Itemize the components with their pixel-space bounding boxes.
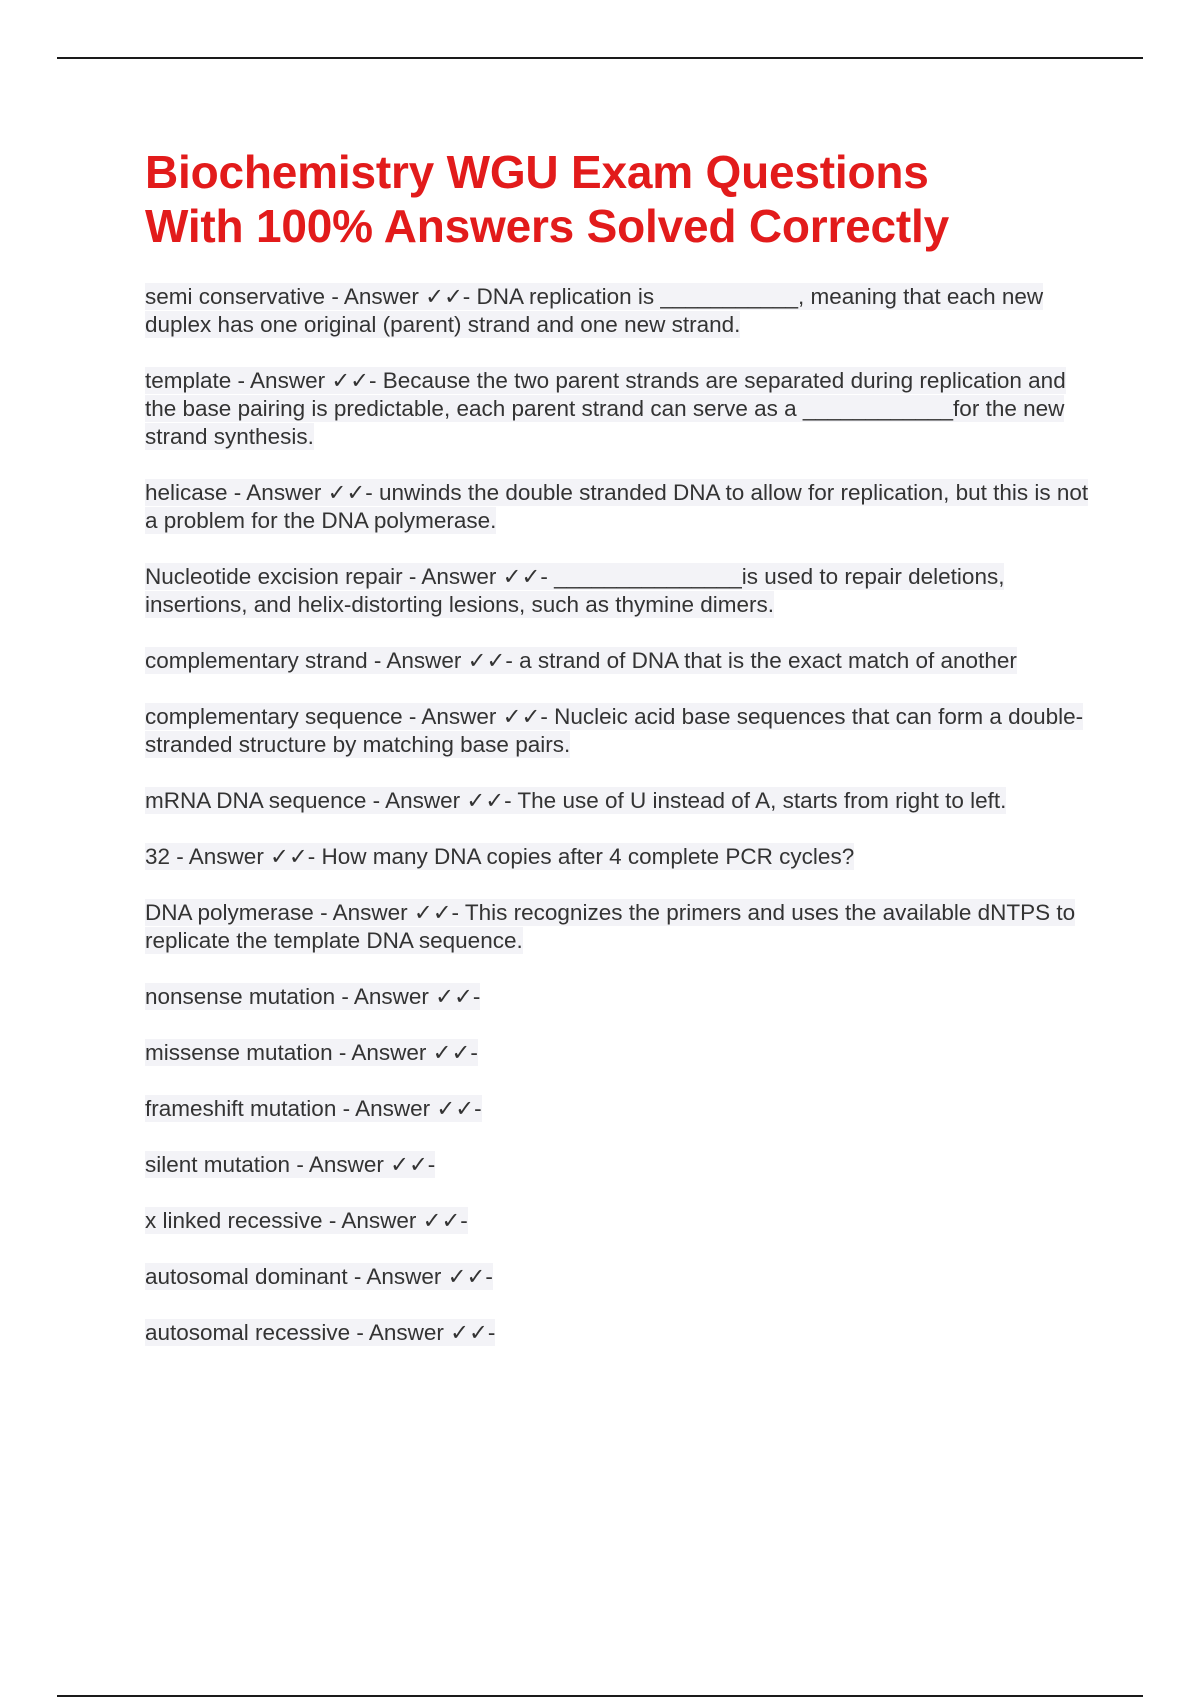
qa-text: frameshift mutation - Answer ✓✓-	[145, 1096, 482, 1121]
qa-text: template - Answer ✓✓- Because the two parent strands are separated during replication and the base pairing is predictable, each parent strand can serve as a ____________for the new strand synthesis.	[145, 368, 1066, 449]
qa-text: mRNA DNA sequence - Answer ✓✓- The use of U instead of A, starts from right to left.	[145, 788, 1007, 813]
qa-text: 32 - Answer ✓✓- How many DNA copies after 4 complete PCR cycles?	[145, 844, 855, 869]
qa-text: missense mutation - Answer ✓✓-	[145, 1040, 478, 1065]
qa-text: semi conservative - Answer ✓✓- DNA replication is ___________, meaning that each new duplex has one original (parent) strand and one new strand.	[145, 284, 1044, 337]
qa-text: autosomal recessive - Answer ✓✓-	[145, 1320, 496, 1345]
qa-list	[145, 283, 1095, 1347]
qa-text: x linked recessive - Answer ✓✓-	[145, 1208, 468, 1233]
qa-item	[145, 843, 1095, 871]
qa-item	[145, 479, 1095, 535]
qa-text: complementary sequence - Answer ✓✓- Nucleic acid base sequences that can form a double-stranded structure by matching base pairs.	[145, 704, 1084, 757]
qa-text: nonsense mutation - Answer ✓✓-	[145, 984, 481, 1009]
top-rule	[57, 57, 1143, 59]
bottom-rule	[57, 1695, 1143, 1697]
qa-item	[145, 367, 1095, 451]
qa-text: Nucleotide excision repair - Answer ✓✓- _______________is used to repair deletions, insertions, and helix-distorting lesions, such as thymine dimers.	[145, 564, 1005, 617]
qa-item	[145, 1095, 1095, 1123]
qa-text: helicase - Answer ✓✓- unwinds the double stranded DNA to allow for replication, but this is not a problem for the DNA polymerase.	[145, 480, 1089, 533]
qa-item	[145, 283, 1095, 339]
qa-text: autosomal dominant - Answer ✓✓-	[145, 1264, 493, 1289]
document-title	[145, 145, 1095, 253]
qa-item	[145, 1151, 1095, 1179]
qa-item	[145, 899, 1095, 955]
qa-item	[145, 703, 1095, 759]
qa-item	[145, 1039, 1095, 1067]
title-line-2: With 100% Answers Solved Correctly	[145, 200, 950, 252]
qa-item	[145, 1263, 1095, 1291]
qa-item	[145, 983, 1095, 1011]
qa-item	[145, 1319, 1095, 1347]
qa-text: silent mutation - Answer ✓✓-	[145, 1152, 436, 1177]
qa-text: complementary strand - Answer ✓✓- a strand of DNA that is the exact match of another	[145, 648, 1017, 673]
document-body	[145, 145, 1095, 1375]
qa-item	[145, 647, 1095, 675]
qa-item	[145, 787, 1095, 815]
title-line-1: Biochemistry WGU Exam Questions	[145, 146, 929, 198]
qa-text: DNA polymerase - Answer ✓✓- This recognizes the primers and uses the available dNTPS to replicate the template DNA sequence.	[145, 900, 1076, 953]
qa-item	[145, 563, 1095, 619]
qa-item	[145, 1207, 1095, 1235]
